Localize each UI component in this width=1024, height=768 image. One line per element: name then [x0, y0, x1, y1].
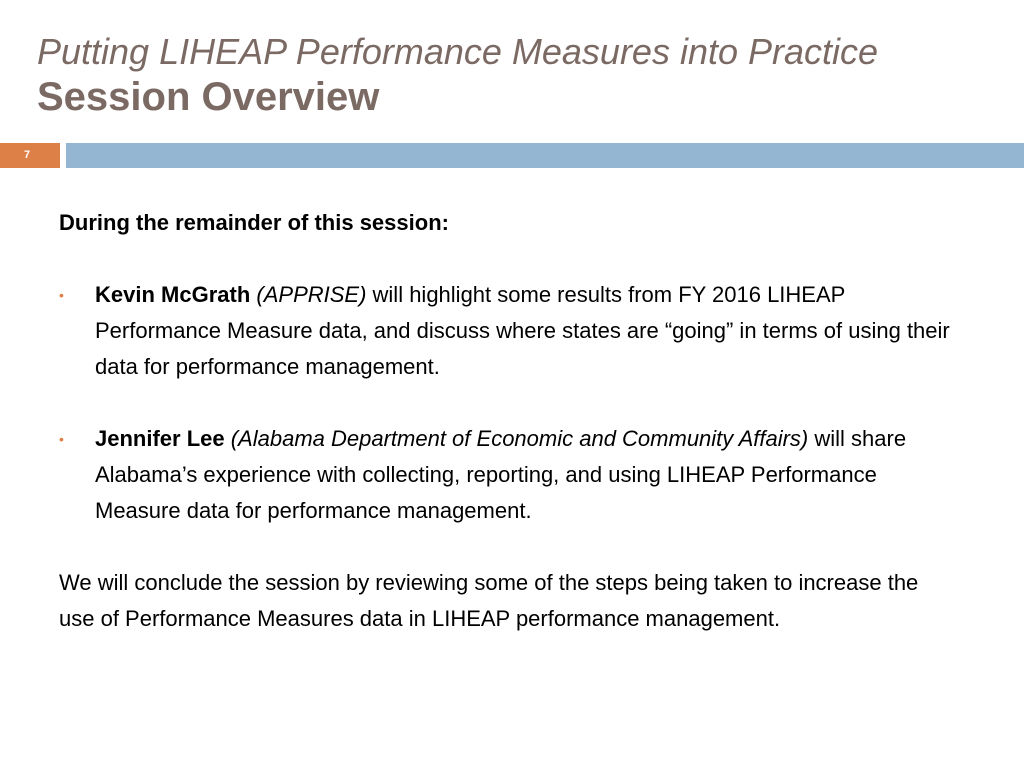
header-divider-bar [66, 143, 1024, 168]
speaker-org: (APPRISE) [256, 282, 367, 307]
bullet-text: will share Alabama’s experience with collecting, reporting, and using LIHEAP Performance Measure data for performance management. [95, 426, 907, 523]
conclusion-text: We will conclude the session by reviewing some of the steps being taken to increase the use of Performance Measures data in LIHEAP performance management. [59, 570, 919, 631]
bullet-item-jennifer [59, 421, 959, 529]
slide-number: 7 [0, 143, 60, 168]
bullet-item-kevin [59, 277, 959, 385]
title-block [37, 30, 997, 120]
body-heading: During the remainder of this session: [59, 210, 449, 235]
slide-body [59, 205, 959, 637]
speaker-name: Kevin McGrath [95, 282, 251, 307]
bullet-dot-icon: • [59, 431, 64, 447]
slide-subtitle: Session Overview [37, 75, 380, 119]
speaker-name: Jennifer Lee [95, 426, 225, 451]
bullet-dot-icon: • [59, 287, 64, 303]
slide-title: Putting LIHEAP Performance Measures into Practice [37, 31, 879, 72]
speaker-org: (Alabama Department of Economic and Community Affairs) [230, 426, 809, 451]
bullet-text: will highlight some results from FY 2016 LIHEAP Performance Measure data, and discuss where states are “going” in terms of using their data for performance management. [95, 282, 950, 379]
